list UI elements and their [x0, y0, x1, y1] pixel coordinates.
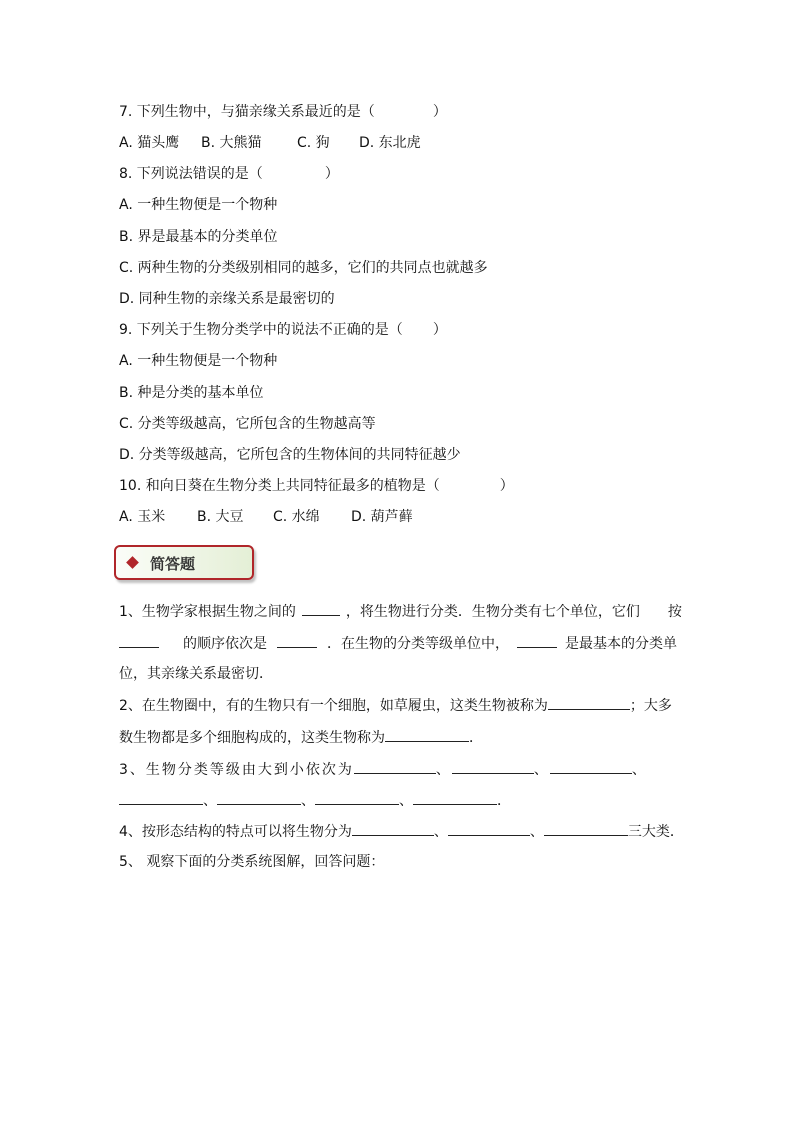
q7-close: ）	[432, 104, 447, 120]
sa3-sep-5: 、	[301, 793, 315, 809]
q7-options	[119, 133, 421, 153]
sa1-blank-4[interactable]	[517, 633, 557, 648]
q10-options	[119, 507, 413, 527]
q8-stem-line	[119, 164, 339, 184]
sa3-blank-3[interactable]	[550, 759, 632, 774]
sa1-blank-2[interactable]	[119, 633, 159, 648]
sa3-line2	[119, 790, 511, 811]
sa2-text-a: 2、在生物圈中，有的生物只有一个细胞，如草履虫，这类生物被称为	[119, 698, 548, 714]
sa1-line3: 位，其亲缘关系最密切．	[119, 666, 273, 682]
q8-option-b: B. 界是最基本的分类单位	[119, 229, 278, 245]
sa3-sep-1: 、	[435, 762, 452, 778]
sa1-text-c: 按	[667, 604, 682, 620]
sa1-text-a: 1、生物学家根据生物之间的	[119, 604, 296, 620]
q9-option-b: B. 种是分类的基本单位	[119, 385, 264, 401]
sa2-blank-2[interactable]	[385, 727, 469, 742]
sa2-line1	[119, 695, 672, 716]
q10-option-a: A. 玉米	[119, 509, 166, 525]
q7-stem-line	[119, 102, 447, 122]
q7-option-c: C. 狗	[297, 135, 330, 151]
sa5-line1: 5、 观察下面的分类系统图解，回答问题：	[119, 854, 385, 870]
sa3-sep-2: 、	[533, 762, 550, 778]
q9-stem: 9. 下列关于生物分类学中的说法不正确的是（	[119, 322, 403, 338]
diamond-icon	[126, 556, 139, 569]
q8-close: ）	[324, 166, 339, 182]
section-header	[114, 545, 254, 580]
sa3-blank-5[interactable]	[217, 790, 301, 805]
sa1-blank-3[interactable]	[277, 633, 317, 648]
q9-option-d: D. 分类等级越高，它所包含的生物体间的共同特征越少	[119, 447, 461, 463]
sa4-line1	[119, 821, 684, 842]
sa4-text: 4、按形态结构的特点可以将生物分为	[119, 824, 352, 840]
q8-stem: 8. 下列说法错误的是（	[119, 166, 263, 182]
q10-close: ）	[499, 478, 514, 494]
q9-stem-line	[119, 320, 447, 340]
sa3-blank-6[interactable]	[315, 790, 399, 805]
sa1-text-d: 的顺序依次是	[183, 636, 267, 652]
sa4-blank-1[interactable]	[352, 821, 434, 836]
sa3-sep-6: 、	[399, 793, 413, 809]
sa3-text: 3、生物分类等级由大到小依次为	[119, 762, 354, 778]
sa3-sep-4: 、	[203, 793, 217, 809]
q7-option-b: B. 大熊猫	[201, 135, 262, 151]
q9-close: ）	[432, 322, 447, 338]
sa3-blank-7[interactable]	[413, 790, 497, 805]
q8-option-d: D. 同种生物的亲缘关系是最密切的	[119, 291, 335, 307]
q10-stem: 10. 和向日葵在生物分类上共同特征最多的植物是（	[119, 478, 440, 494]
q10-option-c: C. 水绵	[273, 509, 320, 525]
sa1-text-f: 是最基本的分类单	[565, 636, 677, 652]
q7-option-d: D. 东北虎	[359, 135, 421, 151]
q8-option-a: A. 一种生物便是一个物种	[119, 197, 278, 213]
section-title: 简答题	[150, 555, 196, 573]
sa3-line1	[119, 759, 648, 780]
sa3-blank-4[interactable]	[119, 790, 203, 805]
sa3-blank-1[interactable]	[354, 759, 436, 774]
q9-option-a: A. 一种生物便是一个物种	[119, 353, 278, 369]
sa4-blank-3[interactable]	[544, 821, 628, 836]
q10-option-b: B. 大豆	[197, 509, 244, 525]
sa4-end: 三大类．	[627, 824, 684, 840]
q7-stem: 7. 下列生物中，与猫亲缘关系最近的是（	[119, 104, 375, 120]
sa2-blank-1[interactable]	[548, 695, 630, 710]
sa3-end: ．	[497, 793, 511, 809]
q8-option-c: C. 两种生物的分类级别相同的越多，它们的共同点也就越多	[119, 260, 488, 276]
q9-option-c: C. 分类等级越高，它所包含的生物越高等	[119, 416, 376, 432]
sa1-text-b: ，将生物进行分类．生物分类有七个单位，它们	[345, 604, 640, 620]
sa2-line2	[119, 727, 483, 748]
sa4-blank-2[interactable]	[448, 821, 530, 836]
sa3-blank-2[interactable]	[452, 759, 534, 774]
sa1-line2	[119, 633, 677, 654]
q10-stem-line	[119, 476, 514, 496]
sa4-sep-1: 、	[433, 824, 448, 840]
sa1-line1	[119, 601, 682, 622]
q10-option-d: D. 葫芦藓	[351, 509, 413, 525]
sa4-sep-2: 、	[529, 824, 544, 840]
q7-option-a: A. 猫头鹰	[119, 135, 180, 151]
sa2-text-d: ．	[469, 730, 483, 746]
sa2-text-b: ；大多	[629, 698, 672, 714]
sa3-sep-3: 、	[631, 762, 648, 778]
sa1-blank-1[interactable]	[302, 601, 340, 616]
sa2-text-c: 数生物都是多个细胞构成的，这类生物称为	[119, 730, 385, 746]
sa1-text-e: ．在生物的分类等级单位中，	[327, 636, 509, 652]
